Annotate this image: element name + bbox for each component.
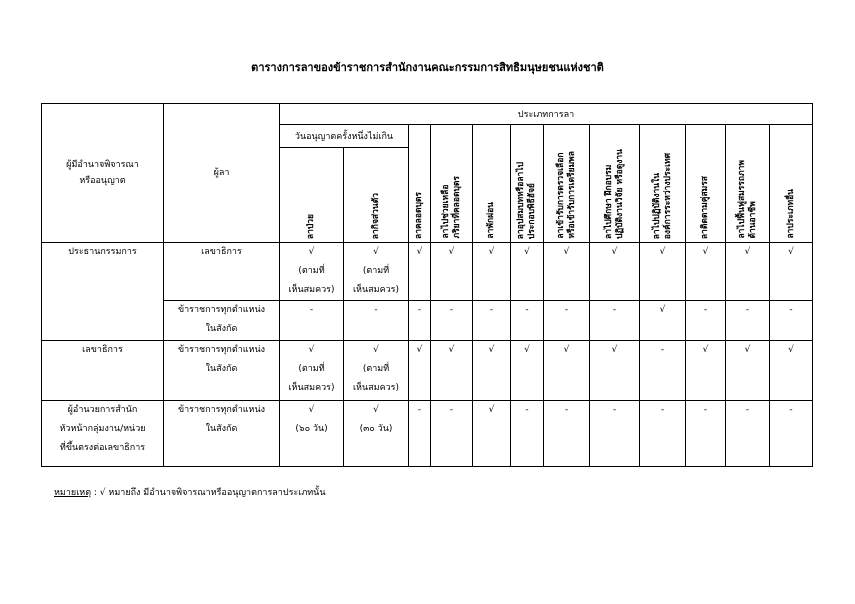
header-leave-type: ลาคลอดบุตร <box>409 125 431 243</box>
leave-permission-cell-text: - <box>449 405 454 415</box>
leave-permission-cell-text: - <box>489 305 494 315</box>
authority-cell <box>42 401 164 467</box>
leave-permission-cell <box>686 401 726 467</box>
footnote-label: หมายเหตุ <box>54 488 92 498</box>
page-title: ตารางการลาของข้าราชการสำนักงานคณะกรรมการสิทธิมนุษยชนแห่งชาติ <box>251 61 604 74</box>
leave-permission-cell-text: - <box>564 405 569 415</box>
leave-permission-cell-text: √ (ตามที่ เห็นสมควร) <box>352 247 399 295</box>
table-body <box>42 243 813 467</box>
leave-permission-cell <box>344 341 409 401</box>
header-authority: ผู้มีอำนาจพิจารณา หรืออนุญาต <box>42 104 164 243</box>
leave-permission-cell <box>280 243 344 301</box>
leave-authority-table <box>41 103 813 467</box>
leave-permission-cell <box>473 243 511 301</box>
leave-permission-cell <box>280 401 344 467</box>
leave-permission-cell-text: √ <box>788 247 794 257</box>
leave-permission-cell-text: √ <box>524 247 530 257</box>
footnote-text: : √ หมายถึง มีอำนาจพิจารณาหรืออนุญาตการลาประเภทนั้น <box>91 488 326 498</box>
leave-permission-cell <box>640 301 686 341</box>
leave-permission-cell <box>640 341 686 401</box>
authority-cell <box>42 341 164 401</box>
requester-cell <box>164 243 280 301</box>
requester-cell-text: เลขาธิการ <box>201 247 242 257</box>
header-leave-types: ประเภทการลา <box>280 104 813 125</box>
leave-permission-cell <box>431 341 473 401</box>
leave-permission-cell-text: - <box>703 305 708 315</box>
leave-permission-cell <box>431 301 473 341</box>
leave-permission-cell-text: √ <box>563 247 570 257</box>
leave-permission-cell-text: √ <box>488 345 495 355</box>
footnote <box>54 485 326 499</box>
leave-permission-cell <box>473 341 511 401</box>
leave-permission-cell <box>431 401 473 467</box>
leave-permission-cell-text: - <box>449 305 454 315</box>
leave-permission-cell <box>431 243 473 301</box>
authority-cell-text: ผู้อำนวยการสำนัก หัวหน้ากลุ่มงาน/หน่วย ที่ขึ้นตรงต่อเลขาธิการ <box>59 405 146 453</box>
header-days-limit: วันอนุญาตครั้งหนึ่งไม่เกิน <box>280 125 409 148</box>
leave-permission-cell <box>590 401 640 467</box>
leave-permission-cell-text: √ <box>416 247 423 257</box>
leave-permission-cell <box>770 401 813 467</box>
leave-permission-cell-text: - <box>745 405 750 415</box>
header-leave-type: ลาป่วย <box>280 148 344 243</box>
leave-permission-cell <box>409 401 431 467</box>
requester-cell-text: ข้าราชการทุกตำแหน่ง ในสังกัด <box>177 305 266 334</box>
leave-permission-cell <box>544 301 590 341</box>
leave-permission-cell-text: √ <box>702 345 709 355</box>
leave-permission-cell <box>344 243 409 301</box>
leave-permission-cell <box>726 401 770 467</box>
leave-permission-cell-text: √ <box>488 405 495 415</box>
leave-permission-cell <box>686 243 726 301</box>
leave-permission-cell <box>511 401 544 467</box>
leave-permission-cell-text: √ <box>611 345 618 355</box>
leave-permission-cell-text: - <box>745 305 750 315</box>
table-row <box>42 301 813 341</box>
leave-permission-cell <box>511 341 544 401</box>
leave-permission-cell-text: √ (๖๐ วัน) <box>295 405 328 434</box>
requester-cell <box>164 401 280 467</box>
leave-permission-cell <box>770 341 813 401</box>
leave-permission-cell-text: √ <box>448 247 455 257</box>
leave-permission-cell <box>473 401 511 467</box>
leave-permission-cell-text: √ <box>702 247 709 257</box>
leave-permission-cell-text: √ <box>488 247 495 257</box>
leave-permission-cell-text: - <box>789 305 793 315</box>
leave-permission-cell-text: - <box>789 405 793 415</box>
requester-cell <box>164 301 280 341</box>
authority-cell-text: ประธานกรรมการ <box>68 247 137 257</box>
header-leave-type: ลาเข้ารับการตรวจเลือก หรือเข้ารับการเตรียมพล <box>544 125 590 243</box>
leave-permission-cell-text: √ <box>659 305 666 315</box>
header-leave-type: ลาไปช่วยเหลือ ภริยาที่คลอดบุตร <box>431 125 473 243</box>
leave-permission-cell <box>511 301 544 341</box>
header-leave-type: ลาประเภทอื่น <box>770 125 813 243</box>
leave-permission-cell-text: √ <box>448 345 455 355</box>
leave-permission-cell <box>726 301 770 341</box>
leave-permission-cell-text: √ (ตามที่ เห็นสมควร) <box>288 345 335 393</box>
table-row <box>42 341 813 401</box>
leave-permission-cell <box>726 341 770 401</box>
leave-permission-cell <box>590 341 640 401</box>
leave-permission-cell-text: - <box>374 305 378 315</box>
header-leave-type: ลาติดตามคู่สมรส <box>686 125 726 243</box>
leave-permission-cell <box>590 243 640 301</box>
leave-permission-cell-text: - <box>564 305 569 315</box>
table-row <box>42 401 813 467</box>
requester-cell-text: ข้าราชการทุกตำแหน่ง ในสังกัด <box>177 345 266 374</box>
leave-permission-cell <box>544 341 590 401</box>
leave-permission-cell <box>409 243 431 301</box>
leave-permission-cell <box>409 301 431 341</box>
requester-cell-text: ข้าราชการทุกตำแหน่ง ในสังกัด <box>177 405 266 434</box>
leave-permission-cell <box>640 401 686 467</box>
leave-permission-cell-text: √ (๓๐ วัน) <box>359 405 393 434</box>
leave-permission-cell-text: √ <box>563 345 570 355</box>
leave-permission-cell-text: - <box>660 345 665 355</box>
leave-permission-cell-text: - <box>417 405 422 415</box>
header-leave-type: ลาไปฟื้นฟูสมรรถภาพ ด้านอาชีพ <box>726 125 770 243</box>
leave-permission-cell <box>770 301 813 341</box>
leave-permission-cell-text: √ (ตามที่ เห็นสมควร) <box>288 247 335 295</box>
leave-permission-cell-text: √ <box>744 247 751 257</box>
leave-permission-cell-text: - <box>703 405 708 415</box>
leave-permission-cell-text: √ <box>659 247 666 257</box>
authority-cell <box>42 243 164 301</box>
leave-permission-cell <box>590 301 640 341</box>
leave-permission-cell <box>280 301 344 341</box>
header-leave-type: ลาพักผ่อน <box>473 125 511 243</box>
leave-permission-cell-text: - <box>417 305 422 315</box>
leave-permission-cell-text: - <box>612 405 617 415</box>
leave-permission-cell-text: √ (ตามที่ เห็นสมควร) <box>352 345 399 393</box>
header-leave-type: ลากิจส่วนตัว <box>344 148 409 243</box>
header-leave-type: ลาไปปฏิบัติงานใน องค์การระหว่างประเทศ <box>640 125 686 243</box>
header-requester: ผู้ลา <box>164 104 280 243</box>
leave-permission-cell <box>770 243 813 301</box>
leave-permission-cell-text: √ <box>788 345 794 355</box>
leave-permission-cell <box>344 401 409 467</box>
leave-permission-cell <box>726 243 770 301</box>
leave-permission-cell <box>409 341 431 401</box>
leave-permission-cell <box>544 401 590 467</box>
leave-permission-cell <box>473 301 511 341</box>
leave-permission-cell-text: - <box>525 405 529 415</box>
leave-permission-cell <box>344 301 409 341</box>
leave-permission-cell <box>686 301 726 341</box>
leave-permission-cell-text: - <box>525 305 529 315</box>
authority-cell <box>42 301 164 341</box>
leave-permission-cell-text: - <box>612 305 617 315</box>
leave-permission-cell-text: √ <box>416 345 423 355</box>
header-leave-type: ลาไปศึกษา ฝึกอบรม ปฏิบัติงานวิจัย หรือดูงาน <box>590 125 640 243</box>
leave-permission-cell <box>686 341 726 401</box>
requester-cell <box>164 341 280 401</box>
table-row <box>42 243 813 301</box>
leave-permission-cell-text: - <box>309 305 314 315</box>
header-leave-type: ลาอุปสมบทหรือลาไป ประกอบพิธีฮัจย์ <box>511 125 544 243</box>
authority-cell-text: เลขาธิการ <box>82 345 123 355</box>
leave-permission-cell <box>544 243 590 301</box>
leave-permission-cell <box>640 243 686 301</box>
leave-permission-cell <box>280 341 344 401</box>
leave-permission-cell-text: √ <box>744 345 751 355</box>
leave-permission-cell-text: √ <box>524 345 530 355</box>
leave-permission-cell <box>511 243 544 301</box>
leave-permission-cell-text: - <box>660 405 665 415</box>
leave-permission-cell-text: √ <box>611 247 618 257</box>
